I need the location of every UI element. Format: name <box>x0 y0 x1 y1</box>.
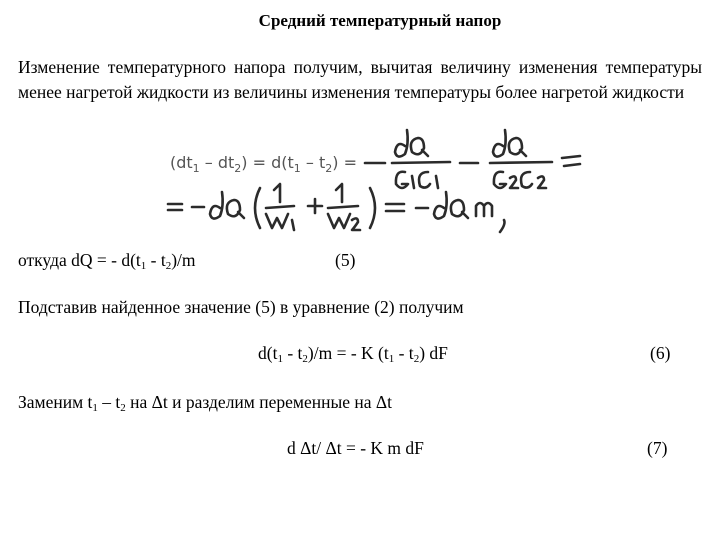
printed-lhs: $(dt_1 - dt_2) = d(t_1 - t_2)$ = <box>170 153 357 175</box>
handwritten-equation-image <box>160 116 620 240</box>
intro-paragraph: Изменение температурного напора получим, вычитая величину изменения температуры менее нагретой жидкости из величины изменения температуры более нагретой жидкости <box>18 57 702 102</box>
line-eq-6 <box>258 343 448 365</box>
eq5-prefix: откуда dQ = - d(t <box>18 250 141 270</box>
eq6-sub2: 2 <box>302 353 308 365</box>
slide-title: Средний температурный напор <box>258 11 502 30</box>
handwritten-line-2 <box>168 184 505 232</box>
eq5-sub1: 1 <box>140 260 147 272</box>
eq6-part-d: - t <box>394 343 414 363</box>
eq6-part-e: ) dF <box>419 343 448 363</box>
line-eq-7: d Δt/ Δt = - K m dF <box>287 438 424 458</box>
eq6-sub1: 1 <box>277 353 283 365</box>
handwritten-line-1 <box>365 130 580 188</box>
eq-number-6: (6) <box>650 343 671 363</box>
eq-number-7: (7) <box>647 438 668 458</box>
eq6-part-a: d(t <box>258 343 278 363</box>
replace-sub1: 1 <box>92 402 98 414</box>
line-eq-5 <box>18 250 196 272</box>
line-substitution: Подставив найденное значение (5) в уравнение (2) получим <box>18 297 464 317</box>
eq-number-5: (5) <box>335 250 356 270</box>
eq5-sub2: 2 <box>165 260 172 272</box>
eq5-suffix: )/m <box>171 250 196 270</box>
eq6-sub4: 2 <box>413 353 420 365</box>
eq6-part-c: )/m = - K (t <box>307 343 389 363</box>
replace-sub2: 2 <box>120 402 126 414</box>
line-replace <box>18 392 392 414</box>
replace-part-c: на Δt и разделим переменные на Δt <box>125 392 392 412</box>
eq6-part-b: - t <box>282 343 303 363</box>
replace-part-b: – t <box>97 392 121 412</box>
eq6-sub3: 1 <box>388 353 395 365</box>
replace-part-a: Заменим t <box>18 392 93 412</box>
eq5-mid: - t <box>146 250 166 270</box>
